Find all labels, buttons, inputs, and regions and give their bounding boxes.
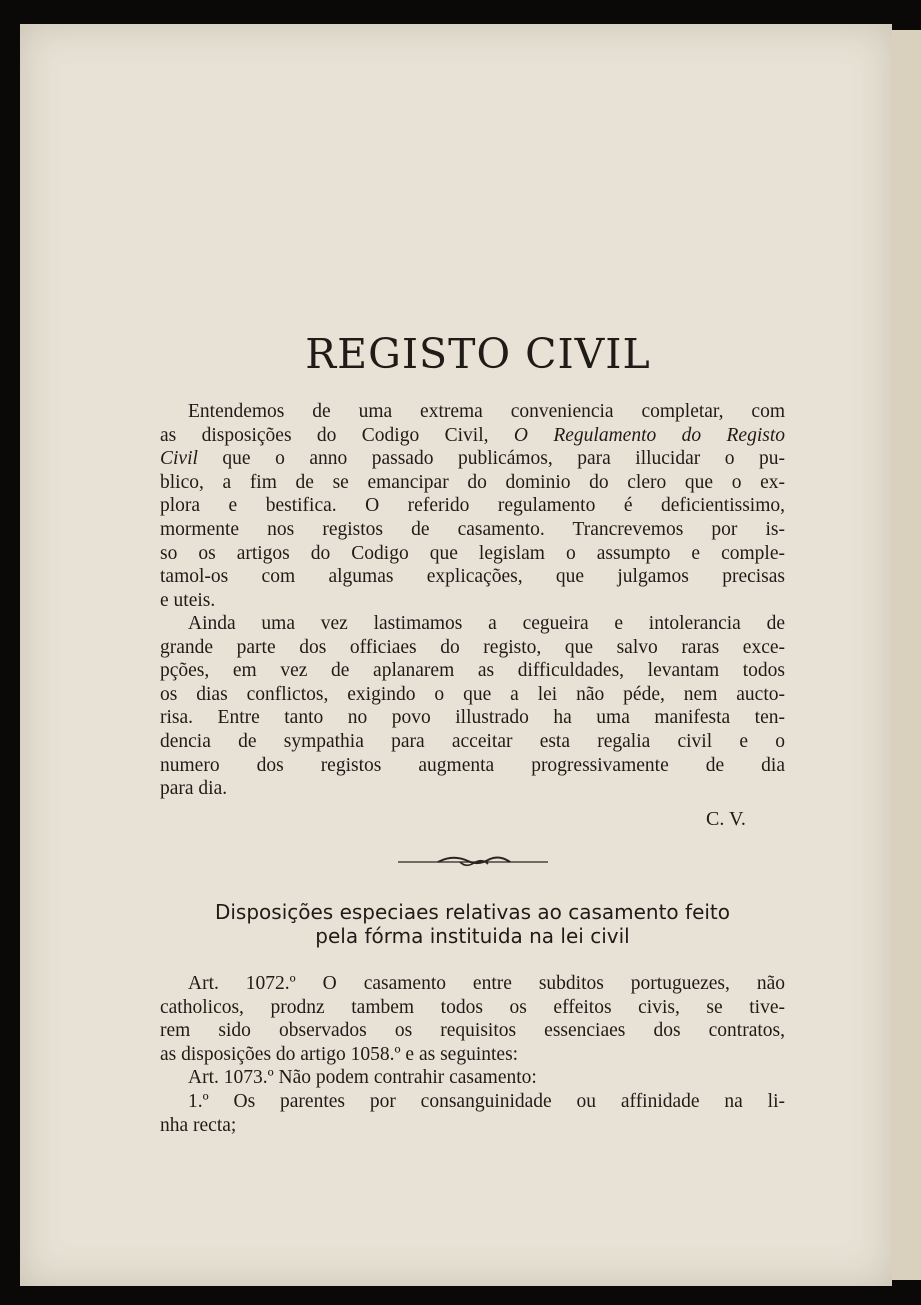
subtitle-line-1: Disposições especiaes relativas ao casamento feito	[214, 900, 731, 924]
document-title: REGISTO CIVIL	[305, 330, 651, 378]
intro-line-4: blico, a fim de se emancipar do dominio do clero que o ex-	[160, 471, 785, 493]
article-line-7: nha recta;	[160, 1114, 237, 1136]
intro-line-1: Entendemos de uma extrema conveniencia completar, com	[188, 401, 785, 422]
second-paragraph	[160, 612, 785, 801]
article-line-4: as disposições do artigo 1058.º e as seguintes:	[160, 1043, 519, 1065]
italic-title-cont: Civil	[160, 448, 198, 470]
section-subtitle	[160, 900, 785, 948]
article-line-3: rem sido observados os requisitos essenciaes dos contratos,	[160, 1020, 785, 1042]
second-line-7: numero dos registos augmenta progressivamente de dia	[160, 754, 785, 776]
intro-line-2-text: as disposições do Codigo Civil,	[160, 424, 489, 446]
article-line-5: Art. 1073.º Não podem contrahir casamento:	[188, 1067, 537, 1089]
intro-paragraph	[160, 400, 785, 612]
second-line-6: dencia de sympathia para acceitar esta regalia civil e o	[160, 730, 785, 752]
ornament-divider-icon	[398, 850, 548, 872]
intro-line-8: tamol-os com algumas explicações, que julgamos precisas	[160, 566, 785, 588]
subtitle-line-2: pela fórma instituida na lei civil	[315, 924, 630, 948]
signature: C. V.	[706, 808, 746, 830]
article-line-2: catholicos, prodnz tambem todos os effeitos civis, se tive-	[160, 996, 785, 1018]
articles-section	[160, 972, 785, 1137]
article-line-6: 1.º Os parentes por consanguinidade ou affinidade na li-	[188, 1090, 785, 1112]
intro-line-5: plora e bestifica. O referido regulamento é deficientissimo,	[160, 495, 785, 517]
intro-line-7: so os artigos do Codigo que legislam o assumpto e comple-	[160, 542, 785, 564]
second-line-3: pções, em vez de aplanarem as difficuldades, levantam todos	[160, 660, 785, 682]
second-line-1: Ainda uma vez lastimamos a cegueira e intolerancia de	[188, 613, 785, 634]
intro-line-3	[160, 447, 785, 471]
second-line-2: grande parte dos officiaes do registo, que salvo raras exce-	[160, 636, 785, 658]
next-page-edge	[892, 30, 921, 1280]
second-line-5: risa. Entre tanto no povo illustrado ha uma manifesta ten-	[160, 707, 785, 729]
intro-line-3-text: que o anno passado publicámos, para illucidar o pu-	[222, 448, 785, 470]
intro-line-2	[160, 424, 785, 448]
second-line-4: os dias conflictos, exigindo o que a lei não péde, nem aucto-	[160, 683, 785, 705]
article-line-1: Art. 1072.º O casamento entre subditos portuguezes, não	[188, 973, 785, 994]
intro-line-9: e uteis.	[160, 589, 216, 611]
intro-line-6: mormente nos registos de casamento. Trancrevemos por is-	[160, 518, 785, 540]
italic-title: O Regulamento do Registo	[513, 424, 786, 446]
second-line-8: para dia.	[160, 778, 228, 800]
